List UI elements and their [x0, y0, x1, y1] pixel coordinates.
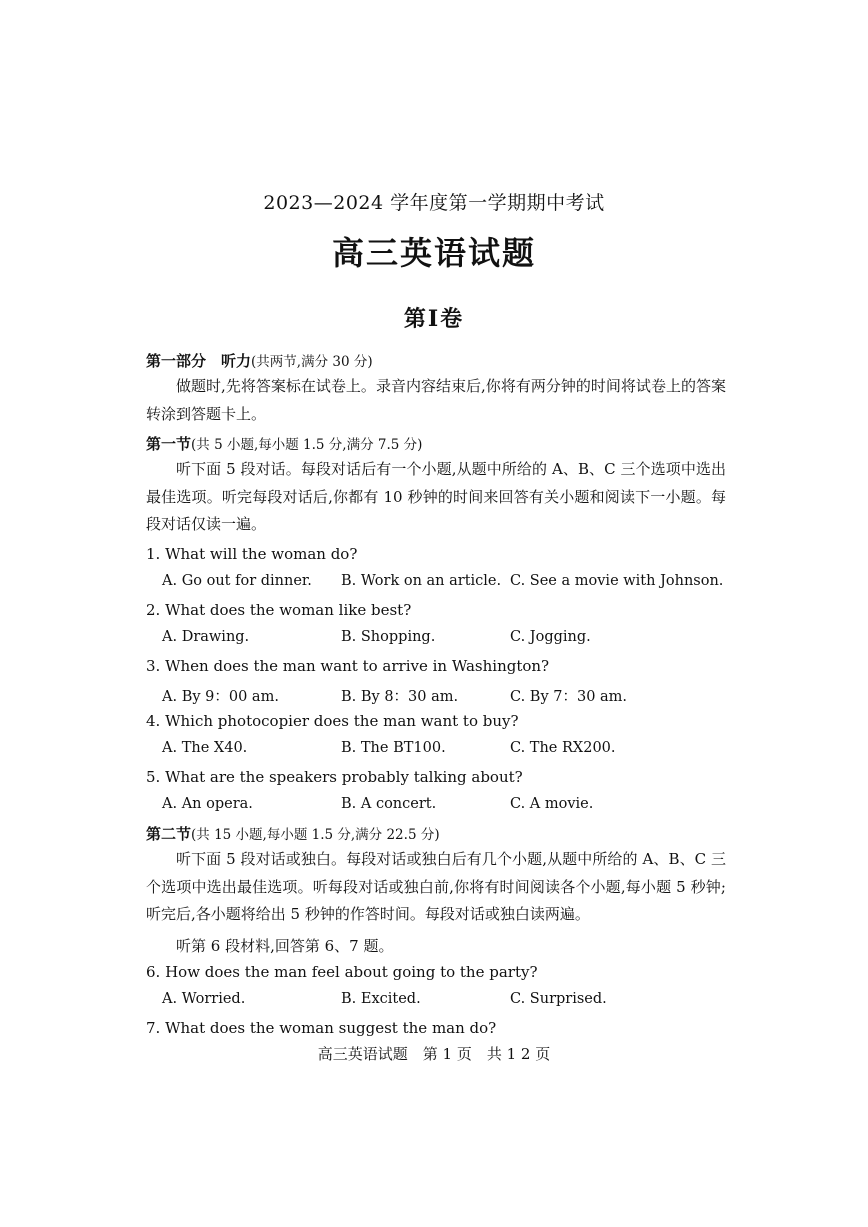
- question-7: 7. What does the woman suggest the man do?: [146, 1019, 497, 1037]
- question-5: 5. What are the speakers probably talking about?: [146, 768, 523, 786]
- q1-option-c: C. See a movie with Johnson.: [510, 573, 724, 589]
- q4-option-c: C. The RX200.: [510, 740, 616, 756]
- section1-heading: 第一节: [146, 435, 192, 453]
- q3-option-c: C. By 7：30 am.: [510, 689, 628, 705]
- volume-heading: 第Ⅰ卷: [403, 306, 465, 332]
- part1-heading-note: (共两节,满分 30 分): [251, 354, 373, 370]
- part1-heading-line: [146, 350, 373, 371]
- q6-option-b: B. Excited.: [341, 991, 421, 1007]
- section2-instruction: 听下面 5 段对话或独白。每段对话或独白后有几个小题,从题中所给的 A、B、C 三个选项中选出最佳选项。听每段对话或独白前,你将有时间阅读各个小题,每小题 5 秒钟;听完后,各小题将给出 5 秒钟的作答时间。每段对话或独白读两遍。: [146, 850, 726, 924]
- page-footer: 高三英语试题 第 1 页 共 1 2 页: [317, 1045, 551, 1063]
- q1-option-b: B. Work on an article.: [341, 573, 502, 589]
- section2-heading-line: [146, 823, 440, 844]
- material-note: 听第 6 段材料,回答第 6、7 题。: [176, 937, 394, 955]
- q1-option-a: A. Go out for dinner.: [162, 573, 312, 589]
- question-6: 6. How does the man feel about going to the party?: [146, 963, 538, 981]
- q2-option-b: B. Shopping.: [341, 629, 436, 645]
- question-3: 3. When does the man want to arrive in Washington?: [146, 657, 550, 675]
- section2-heading-note: (共 15 小题,每小题 1.5 分,满分 22.5 分): [191, 827, 440, 843]
- exam-title: 高三英语试题: [331, 234, 536, 272]
- q4-option-a: A. The X40.: [162, 740, 248, 756]
- q5-option-b: B. A concert.: [341, 796, 437, 812]
- q6-option-c: C. Surprised.: [510, 991, 607, 1007]
- question-1: 1. What will the woman do?: [146, 545, 358, 563]
- section2-heading: 第二节: [146, 825, 192, 843]
- section1-heading-note: (共 5 小题,每小题 1.5 分,满分 7.5 分): [191, 437, 423, 453]
- q5-option-a: A. An opera.: [162, 796, 253, 812]
- section1-instruction: 听下面 5 段对话。每段对话后有一个小题,从题中所给的 A、B、C 三个选项中选出最佳选项。听完每段对话后,你都有 10 秒钟的时间来回答有关小题和阅读下一小题。每段对话仅读一遍。: [146, 460, 726, 534]
- section1-heading-line: [146, 433, 422, 454]
- part1-instruction: 做题时,先将答案标在试卷上。录音内容结束后,你将有两分钟的时间将试卷上的答案转涂到答题卡上。: [146, 377, 726, 423]
- q3-option-b: B. By 8：30 am.: [341, 689, 459, 705]
- part1-heading: 第一部分 听力: [146, 352, 252, 370]
- question-2: 2. What does the woman like best?: [146, 601, 412, 619]
- question-4: 4. Which photocopier does the man want to buy?: [146, 712, 519, 730]
- q3-option-a: A. By 9：00 am.: [162, 689, 279, 705]
- q2-option-c: C. Jogging.: [510, 629, 591, 645]
- q4-option-b: B. The BT100.: [341, 740, 446, 756]
- q5-option-c: C. A movie.: [510, 796, 594, 812]
- exam-year: 2023—2024 学年度第一学期期中考试: [263, 192, 605, 214]
- q6-option-a: A. Worried.: [162, 991, 246, 1007]
- q2-option-a: A. Drawing.: [162, 629, 250, 645]
